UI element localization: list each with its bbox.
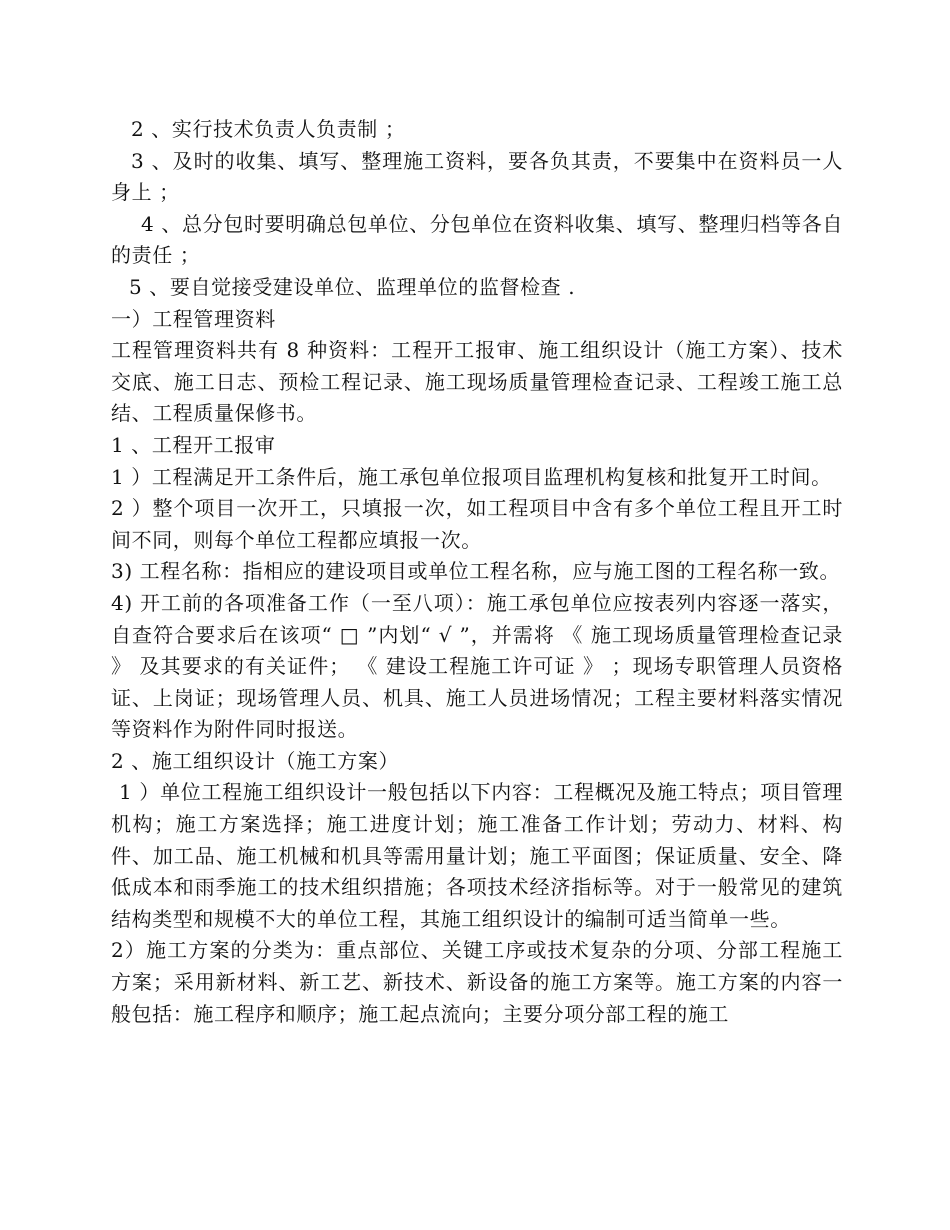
- paragraph-item-3: 3 、及时的收集、填写、整理施工资料，要各负其责，不要集中在资料员一人身上 ；: [111, 148, 843, 205]
- paragraph-commencement-3: 3) 工程名称：指相应的建设项目或单位工程名称，应与施工图的工程名称一致。: [111, 559, 841, 584]
- section-heading-management: 一）工程管理资料: [111, 306, 276, 331]
- paragraph-item-5: 5 、要自觉接受建设单位、监理单位的监督检查 .: [129, 274, 576, 299]
- paragraph-item-2: 2 、实行技术负责人负责制 ；: [131, 117, 406, 141]
- subheading-commencement: 1 、工程开工报审: [111, 432, 276, 457]
- paragraph-management-intro: 工程管理资料共有 8 种资料：工程开工报审、施工组织设计（施工方案）、技术交底、施工日志、预检工程记录、施工现场质量管理检查记录、工程竣工施工总结、工程质量保修书。: [111, 338, 843, 426]
- paragraph-item-4: 4 、总分包时要明确总包单位、分包单位在资料收集、填写、整理归档等各自的责任 ；: [111, 211, 843, 268]
- paragraph-commencement-4: 4) 开工前的各项准备工作（一至八项）：施工承包单位应按表列内容逐一落实，自查符合要求后在该项“ □ ”内划“ √ ”，并需将 《 施工现场质量管理检查记录 》 及其要求的有关证件； 《 建设工程施工许可证 》 ；现场专职管理人员资格证、上岗证；现场管理人员、机具、施工人员进场情况；工程主要材料落实情况等资料作为附件同时报送。: [111, 590, 843, 742]
- paragraph-commencement-1: 1 ）工程满足开工条件后，施工承包单位报项目监理机构复核和批复开工时间。: [111, 464, 832, 489]
- subheading-construction-design: 2 、施工组织设计（施工方案）: [111, 748, 400, 773]
- paragraph-design-2: 2）施工方案的分类为：重点部位、关键工序或技术复杂的分项、分部工程施工方案；采用新材料、新工艺、新技术、新设备的施工方案等。施工方案的内容一般包括：施工程序和顺序；施工起点流向；主要分项分部工程的施工: [111, 938, 843, 1026]
- paragraph-commencement-2: 2 ）整个项目一次开工，只填报一次，如工程项目中含有多个单位工程且开工时间不同，则每个单位工程都应填报一次。: [111, 496, 843, 552]
- paragraph-design-1: 1 ）单位工程施工组织设计一般包括以下内容：工程概况及施工特点；项目管理机构；施工方案选择；施工进度计划；施工准备工作计划；劳动力、材料、构件、加工品、施工机械和机具等需用量计划；施工平面图；保证质量、安全、降低成本和雨季施工的技术组织措施；各项技术经济指标等。对于一般常见的建筑结构类型和规模不大的单位工程，其施工组织设计的编制可适当简单一些。: [111, 780, 843, 931]
- document-body: [111, 114, 843, 1030]
